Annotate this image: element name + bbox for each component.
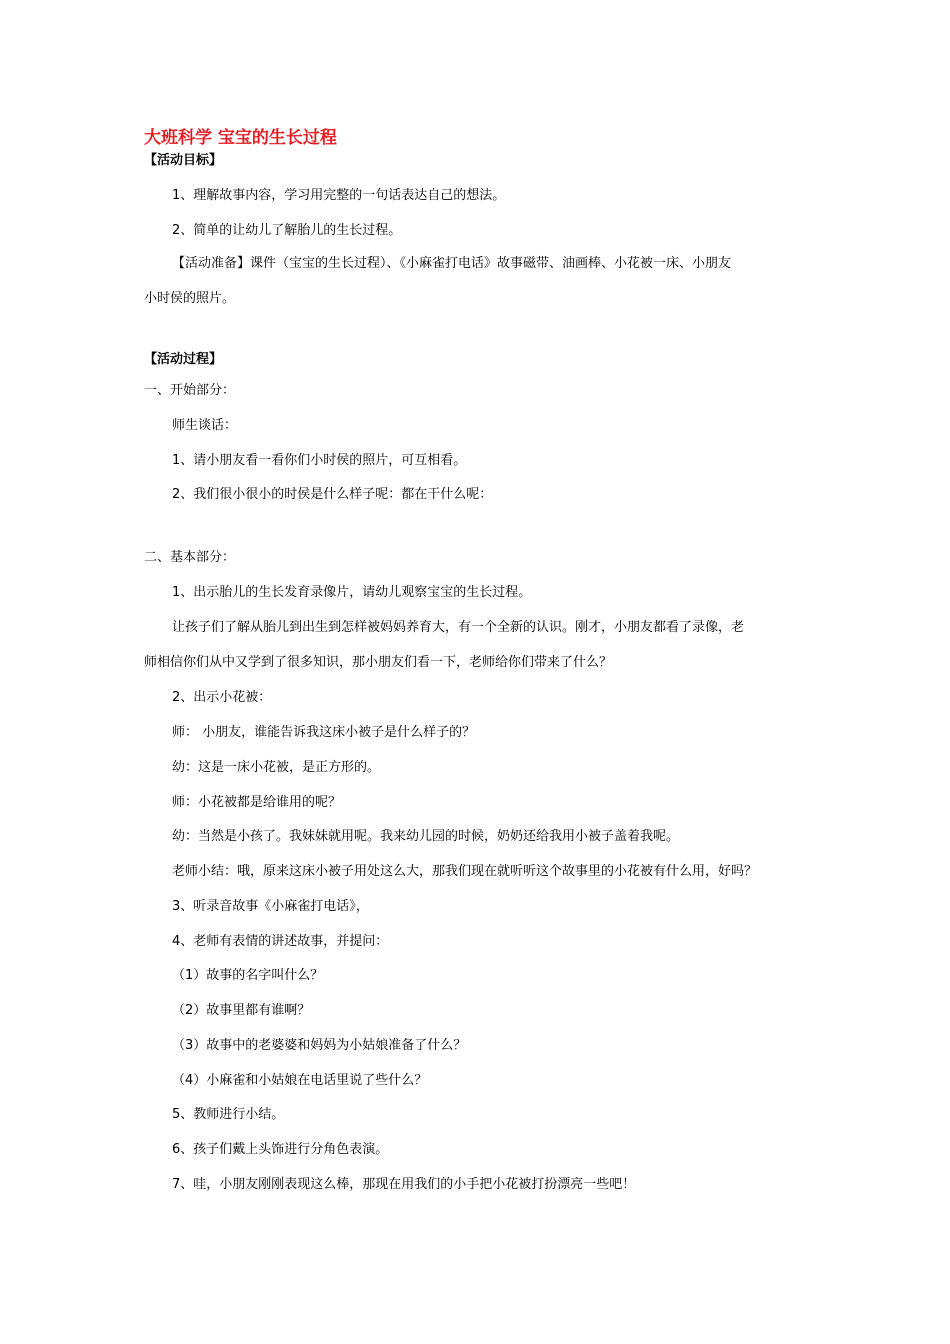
part2-line: 让孩子们了解从胎儿到出生到怎样被妈妈养育大，有一个全新的认识。刚才，小朋友都看了录像，老 bbox=[172, 620, 745, 635]
part1-item: 2、我们很小很小的时侯是什么样子呢：都在干什么呢： bbox=[172, 487, 493, 502]
part2-line: 6、孩子们戴上头饰进行分角色表演。 bbox=[172, 1142, 389, 1157]
part2-line: 5、教师进行小结。 bbox=[172, 1107, 285, 1122]
part2-line: 幼：这是一床小花被，是正方形的。 bbox=[172, 760, 381, 775]
part2-line: 幼：当然是小孩了。我妹妹就用呢。我来幼儿园的时候，奶奶还给我用小被子盖着我呢。 bbox=[172, 829, 680, 844]
part2-line: 老师小结：哦，原来这床小被子用处这么大，那我们现在就听听这个故事里的小花被有什么用，好吗？ bbox=[172, 864, 758, 879]
goals-heading: 【活动目标】 bbox=[144, 153, 223, 168]
part1-intro: 师生谈话： bbox=[172, 418, 238, 433]
part2-line: （3）故事中的老婆婆和妈妈为小姑娘准备了什么？ bbox=[172, 1038, 467, 1053]
part2-line: 2、出示小花被： bbox=[172, 690, 272, 705]
part1-item: 1、请小朋友看一看你们小时侯的照片，可互相看。 bbox=[172, 453, 467, 468]
part2-line: 3、听录音故事《小麻雀打电话》， bbox=[172, 899, 369, 914]
part2-line: 师： 小朋友，谁能告诉我这床小被子是什么样子的？ bbox=[172, 725, 476, 740]
preparation-line: 小时侯的照片。 bbox=[144, 291, 236, 306]
goal-item: 2、简单的让幼儿了解胎儿的生长过程。 bbox=[172, 223, 402, 238]
part2-line: 师相信你们从中又学到了很多知识，那小朋友们看一下，老师给你们带来了什么？ bbox=[144, 655, 613, 670]
part2-title: 二、基本部分： bbox=[144, 550, 236, 565]
part2-line: （2）故事里都有谁啊？ bbox=[172, 1003, 311, 1018]
part2-line: 7、哇，小朋友刚刚表现这么棒，那现在用我们的小手把小花被打扮漂亮一些吧！ bbox=[172, 1177, 636, 1192]
part2-line: （4）小麻雀和小姑娘在电话里说了些什么？ bbox=[172, 1073, 428, 1088]
goal-item: 1、理解故事内容，学习用完整的一句话表达自己的想法。 bbox=[172, 188, 506, 203]
part1-title: 一、开始部分： bbox=[144, 383, 236, 398]
part2-line: 1、出示胎儿的生长发育录像片，请幼儿观察宝宝的生长过程。 bbox=[172, 585, 532, 600]
part2-line: 4、老师有表情的讲述故事，并提问： bbox=[172, 934, 389, 949]
part2-line: 师：小花被都是给谁用的呢？ bbox=[172, 795, 342, 810]
document-title: 大班科学 宝宝的生长过程 bbox=[144, 128, 337, 148]
part2-line: （1）故事的名字叫什么？ bbox=[172, 968, 324, 983]
preparation-line: 【活动准备】课件（宝宝的生长过程）、《小麻雀打电话》故事磁带、油画棒、小花被一床、小朋友 bbox=[172, 256, 732, 271]
process-heading: 【活动过程】 bbox=[144, 352, 223, 367]
